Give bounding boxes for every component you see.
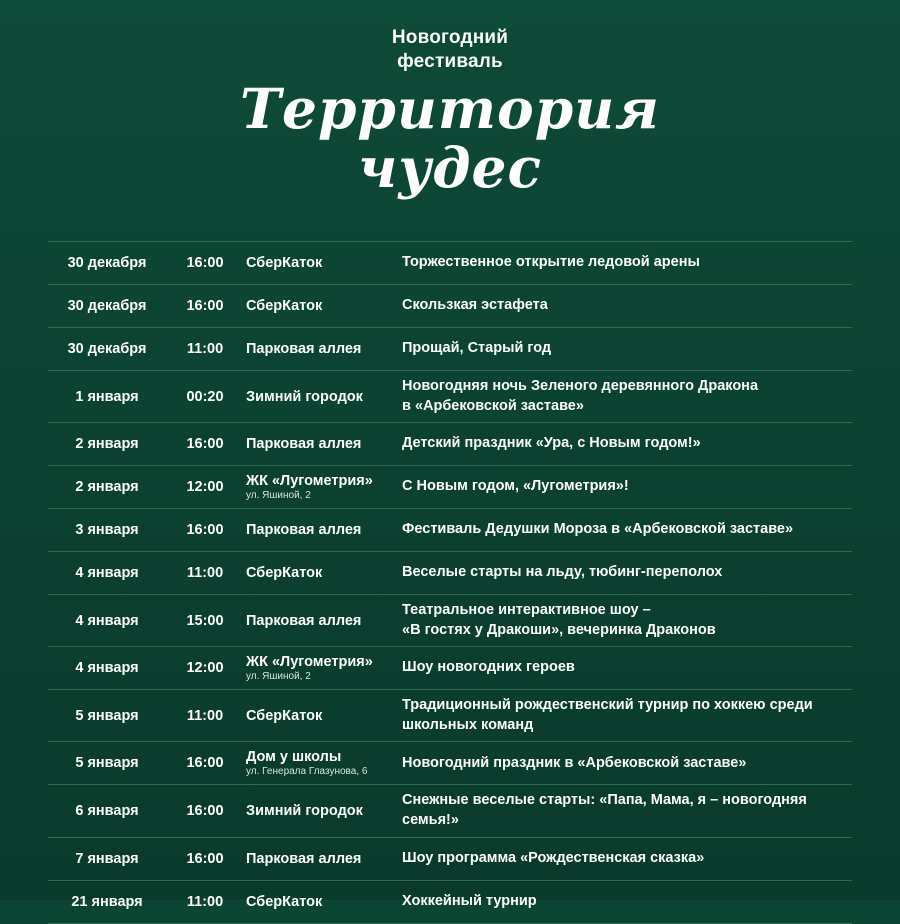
event-title-line1: Скользкая эстафета xyxy=(402,297,548,314)
event-date: 7 января xyxy=(75,850,139,867)
event-place xyxy=(244,803,396,819)
event-title xyxy=(396,601,852,640)
event-date: 5 января xyxy=(75,755,139,772)
event-time: 16:00 xyxy=(186,255,224,271)
event-title xyxy=(396,339,852,359)
event-time: 16:00 xyxy=(186,802,224,819)
event-date: 30 декабря xyxy=(67,255,147,271)
event-place-name: Дом у школы xyxy=(246,749,342,766)
table-row xyxy=(48,371,852,423)
festival-title-line2: чудес xyxy=(358,135,542,201)
event-date: 5 января xyxy=(75,707,139,724)
event-place-name: Парковая аллея xyxy=(246,612,362,629)
table-row xyxy=(48,647,852,690)
event-title-line1: Снежные веселые старты: «Папа, Мама, я – новогодняя семья!» xyxy=(402,792,807,828)
event-place-address: ул. Яшиной, 2 xyxy=(246,671,311,683)
poster-header xyxy=(0,0,900,201)
event-place-address: ул. Яшиной, 2 xyxy=(246,490,311,502)
event-place-name: Зимний городок xyxy=(246,802,363,819)
event-time: 00:20 xyxy=(186,388,224,405)
festival-kicker xyxy=(0,26,900,74)
event-date: 21 января xyxy=(71,893,143,910)
event-title-line1: Театральное интерактивное шоу – xyxy=(402,602,651,619)
table-row xyxy=(48,423,852,466)
event-title-line1: Новогодняя ночь Зеленого деревянного Дракона xyxy=(402,378,759,394)
event-place-name: СберКаток xyxy=(246,255,323,271)
event-title-line2: в «Арбековской заставе» xyxy=(402,397,584,414)
event-title xyxy=(396,658,852,678)
event-place xyxy=(244,473,396,501)
event-time: 12:00 xyxy=(186,660,224,677)
table-row xyxy=(48,595,852,647)
event-place-name: СберКаток xyxy=(246,565,323,582)
event-place xyxy=(244,255,396,271)
table-row xyxy=(48,328,852,371)
event-place xyxy=(244,436,396,452)
event-title-line2: школьных команд xyxy=(402,716,534,733)
table-row xyxy=(48,466,852,509)
table-row xyxy=(48,509,852,552)
event-time: 11:00 xyxy=(186,893,224,910)
event-place-name: Парковая аллея xyxy=(246,341,362,357)
table-row xyxy=(48,785,852,837)
event-place xyxy=(244,298,396,314)
table-row xyxy=(48,242,852,285)
table-row xyxy=(48,881,852,924)
event-title xyxy=(396,696,852,735)
event-title xyxy=(396,849,852,869)
event-title xyxy=(396,296,852,316)
event-date: 6 января xyxy=(75,802,139,819)
table-row xyxy=(48,552,852,595)
event-place xyxy=(244,749,396,777)
event-place-name: Парковая аллея xyxy=(246,522,362,539)
event-time: 16:00 xyxy=(186,298,224,314)
schedule-table xyxy=(48,241,852,924)
event-title xyxy=(396,477,852,497)
event-title-line2: «В гостях у Дракоши», вечеринка Драконов xyxy=(402,621,716,638)
festival-kicker-line2: фестиваль xyxy=(397,50,503,72)
event-time: 16:00 xyxy=(186,850,224,867)
event-date: 3 января xyxy=(75,522,139,539)
event-place-name: Парковая аллея xyxy=(246,850,362,867)
event-place xyxy=(244,613,396,629)
event-title xyxy=(396,434,852,454)
event-place-name: СберКаток xyxy=(246,298,323,314)
event-date: 2 января xyxy=(75,436,139,453)
event-title-line1: Торжественное открытие ледовой арены xyxy=(402,254,700,271)
event-title xyxy=(396,791,852,830)
festival-title xyxy=(0,75,900,201)
table-row xyxy=(48,838,852,881)
event-title xyxy=(396,377,852,416)
event-date: 4 января xyxy=(75,612,139,629)
event-place xyxy=(244,389,396,405)
table-row xyxy=(48,285,852,328)
event-time: 12:00 xyxy=(186,479,224,496)
event-time: 11:00 xyxy=(186,341,224,357)
event-place xyxy=(244,341,396,357)
event-title-line1: Хоккейный турнир xyxy=(402,892,537,909)
event-title-line1: Традиционный рождественский турнир по хоккею среди xyxy=(402,697,813,714)
event-title xyxy=(396,754,852,774)
event-title xyxy=(396,563,852,583)
event-place-name: СберКаток xyxy=(246,893,323,910)
event-place-name: ЖК «Лугометрия» xyxy=(246,654,373,671)
event-title-line1: Веселые старты на льду, тюбинг-переполох xyxy=(402,564,723,581)
event-date: 1 января xyxy=(75,388,139,405)
event-title-line1: Детский праздник «Ура, с Новым годом!» xyxy=(402,435,701,452)
table-row xyxy=(48,690,852,742)
event-time: 16:00 xyxy=(186,755,224,772)
event-date: 4 января xyxy=(75,660,139,677)
event-title-line1: Новогодний праздник в «Арбековской заставе» xyxy=(402,754,747,771)
event-place xyxy=(244,654,396,682)
event-title xyxy=(396,253,852,273)
event-title xyxy=(396,520,852,540)
table-row xyxy=(48,742,852,785)
event-place xyxy=(244,708,396,724)
event-title-line1: Шоу новогодних героев xyxy=(402,659,575,676)
event-date: 30 декабря xyxy=(67,341,147,357)
event-place-name: Парковая аллея xyxy=(246,436,362,453)
event-title-line1: Фестиваль Дедушки Мороза в «Арбековской заставе» xyxy=(402,521,794,538)
event-place xyxy=(244,522,396,538)
event-place xyxy=(244,565,396,581)
event-place-name: СберКаток xyxy=(246,707,323,724)
event-time: 16:00 xyxy=(186,436,224,453)
festival-title-line1: Территория xyxy=(240,75,660,141)
event-date: 2 января xyxy=(75,479,139,496)
event-place-address: ул. Генерала Глазунова, 6 xyxy=(246,766,368,778)
event-place-name: ЖК «Лугометрия» xyxy=(246,473,373,490)
event-title-line1: С Новым годом, «Лугометрия»! xyxy=(402,478,629,495)
event-time: 15:00 xyxy=(186,612,224,629)
event-place-name: Зимний городок xyxy=(246,388,363,405)
festival-kicker-line1: Новогодний xyxy=(391,27,509,48)
event-time: 11:00 xyxy=(186,707,224,724)
event-time: 16:00 xyxy=(186,522,224,539)
event-date: 30 декабря xyxy=(67,298,147,314)
event-place xyxy=(244,894,396,910)
event-time: 11:00 xyxy=(186,565,224,582)
event-title-line1: Шоу программа «Рождественская сказка» xyxy=(402,849,705,866)
event-date: 4 января xyxy=(75,565,139,582)
event-title-line1: Прощай, Старый год xyxy=(402,340,552,357)
event-place xyxy=(244,851,396,867)
event-title xyxy=(396,892,852,912)
